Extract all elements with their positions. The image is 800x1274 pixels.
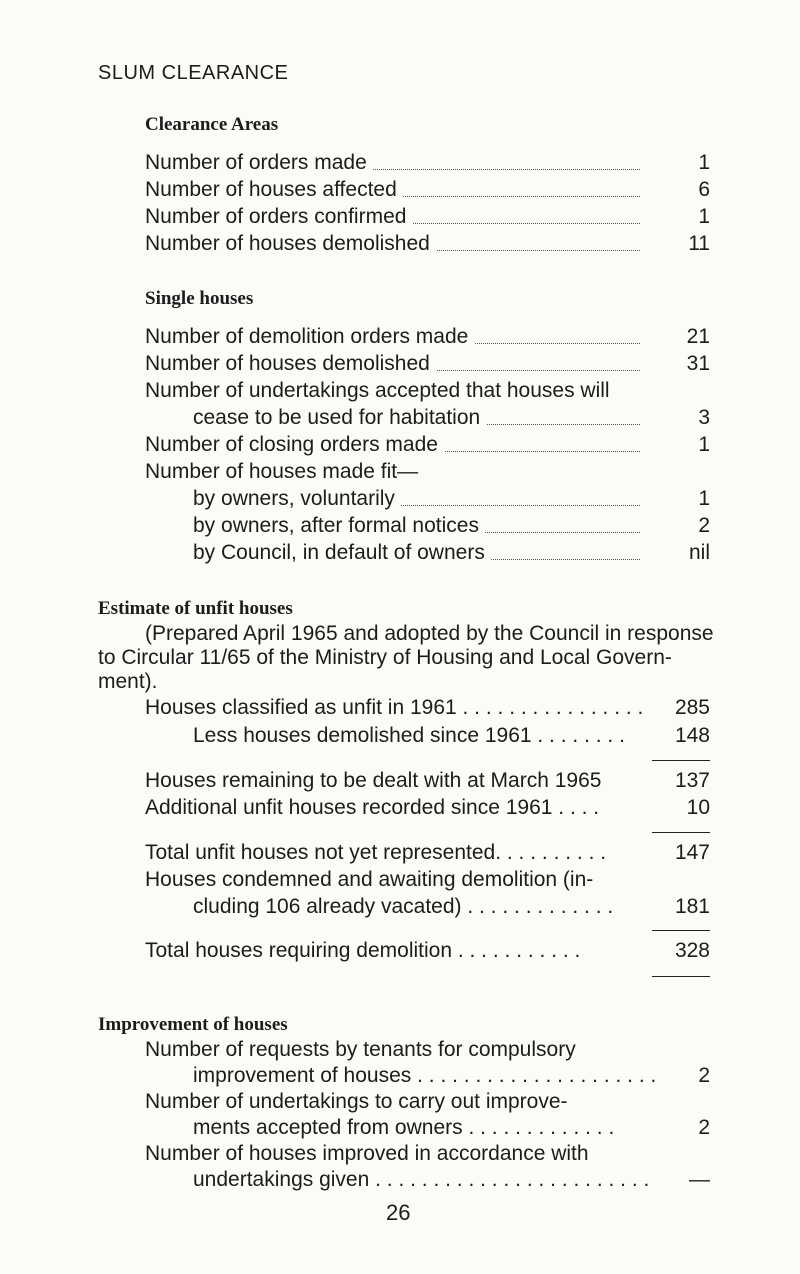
estimate-row-classified-value: 285 [674,696,710,719]
row-value: 1 [650,486,710,512]
single-row-undertakings-label-line1: Number of undertakings accepted that houses will [145,379,610,402]
improvement-row-improved-value: — [689,1168,710,1191]
row-label: by owners, after formal notices [193,513,485,539]
estimate-row-remaining-value: 137 [674,769,710,792]
single-row-council-default [193,540,710,566]
estimate-row-condemned-label-line1: Houses condemned and awaiting demolition (in- [145,868,594,891]
single-row-houses-demolished [145,351,710,377]
improvement-row-undertakings-value: 2 [698,1116,710,1139]
estimate-row-remaining-label: Houses remaining to be dealt with at March 1965 [145,769,602,792]
row-value: 6 [650,177,710,203]
row-label: Number of demolition orders made [145,324,474,350]
subtotal-rule [652,760,710,761]
single-houses-heading: Single houses [145,288,254,309]
clearance-row-houses-demolished [145,231,710,257]
improvement-row-improved-label-line1: Number of houses improved in accordance with [145,1142,589,1165]
row-value: 1 [650,204,710,230]
row-label: cease to be used for habitation [193,405,486,431]
estimate-row-total-unfit-label: Total unfit houses not yet represented. . . . . . . . . . [145,841,607,864]
clearance-areas-heading: Clearance Areas [145,114,279,135]
estimate-row-less-demolished-value: 148 [674,724,710,747]
row-label: Number of orders confirmed [145,204,412,230]
estimate-row-condemned-label-line2: cluding 106 already vacated) . . . . . . . . . . . . . [193,895,614,918]
row-value: 1 [650,432,710,458]
row-value: 31 [650,351,710,377]
improvement-row-improved-label-line2: undertakings given . . . . . . . . . . . . . . . . . . . . . . . . [193,1168,650,1191]
row-value: 11 [650,231,710,257]
row-label: Number of houses demolished [145,231,436,257]
subtotal-rule [652,832,710,833]
improvement-heading: Improvement of houses [98,1014,288,1035]
estimate-intro-line2: to Circular 11/65 of the Ministry of Housing and Local Govern- [98,646,672,669]
estimate-row-total-demolition-label: Total houses requiring demolition . . . . . . . . . . . [145,939,581,962]
estimate-intro-line3: ment). [98,670,158,693]
improvement-row-undertakings-label-line1: Number of undertakings to carry out improve- [145,1090,568,1113]
estimate-intro-line1: (Prepared April 1965 and adopted by the Council in response [145,622,714,645]
page-number: 26 [386,1200,411,1225]
estimate-row-classified-label: Houses classified as unfit in 1961 . . . . . . . . . . . . . . . . [145,696,644,719]
clearance-row-orders-made [145,150,710,176]
estimate-heading: Estimate of unfit houses [98,598,293,619]
estimate-row-additional-value: 10 [686,796,710,819]
row-value: 3 [650,405,710,431]
single-row-owners-formal-notices [193,513,710,539]
row-value: 21 [650,324,710,350]
row-label: Number of houses demolished [145,351,436,377]
single-row-undertakings [193,405,710,431]
row-label: Number of houses affected [145,177,403,203]
total-rule [652,976,710,977]
improvement-row-requests-value: 2 [698,1064,710,1087]
row-label: Number of closing orders made [145,432,444,458]
page-title: SLUM CLEARANCE [98,62,289,84]
estimate-row-condemned-value: 181 [674,895,710,918]
single-row-closing-orders [145,432,710,458]
row-label: by owners, voluntarily [193,486,401,512]
estimate-row-less-demolished-label: Less houses demolished since 1961 . . . . . . . . [193,724,625,747]
clearance-row-orders-confirmed [145,204,710,230]
row-value: 2 [650,513,710,539]
subtotal-rule [652,930,710,931]
row-label: Number of orders made [145,150,373,176]
estimate-row-total-demolition-value: 328 [674,939,710,962]
estimate-row-additional-label: Additional unfit houses recorded since 1961 . . . . [145,796,600,819]
improvement-row-requests-label-line2: improvement of houses . . . . . . . . . . . . . . . . . . . . . [193,1064,657,1087]
estimate-row-total-unfit-value: 147 [674,841,710,864]
single-row-made-fit-label: Number of houses made fit— [145,460,419,483]
row-label: by Council, in default of owners [193,540,491,566]
single-row-owners-voluntarily [193,486,710,512]
row-value: 1 [650,150,710,176]
single-row-demolition-orders [145,324,710,350]
improvement-row-requests-label-line1: Number of requests by tenants for compulsory [145,1038,576,1061]
clearance-row-houses-affected [145,177,710,203]
improvement-row-undertakings-label-line2: ments accepted from owners . . . . . . . . . . . . . [193,1116,615,1139]
row-value: nil [650,540,710,566]
